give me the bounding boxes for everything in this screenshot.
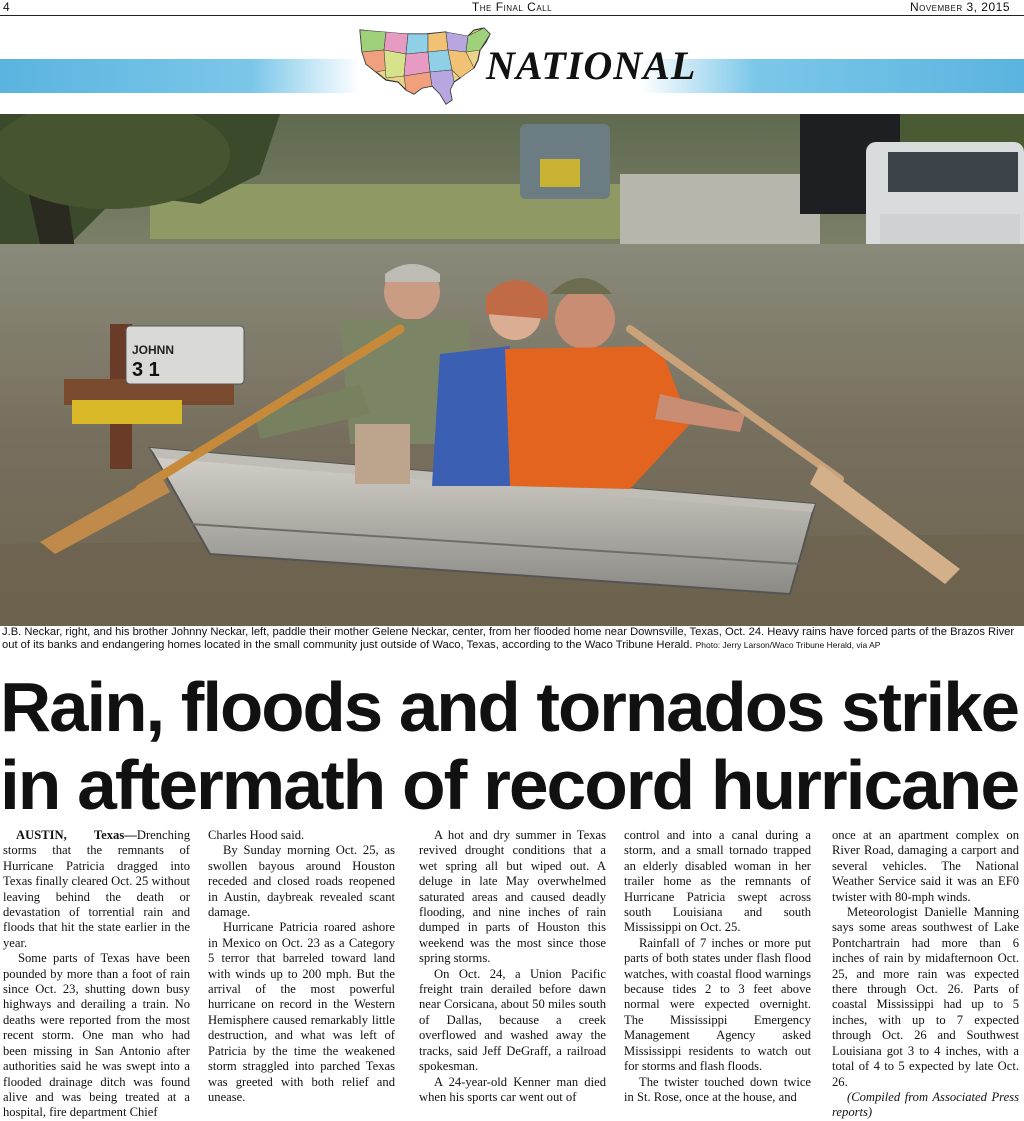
article-body xyxy=(3,828,1023,1120)
article-paragraph: On Oct. 24, a Union Pacific freight train derailed before dawn near Corsicana, about 50 miles south of Dallas, because a creek overflowed and washed away the tracks, said Jeff DeGraff, a railroad spokesman. xyxy=(419,966,606,1074)
page-number: 4 xyxy=(3,0,10,14)
issue-date: November 3, 2015 xyxy=(909,0,1010,14)
headline xyxy=(0,668,1024,824)
article-paragraph: Rainfall of 7 inches or more put parts of both states under flash flood watches, with coastal flood warnings because tides 2 to 3 feet above normal were expected overnight. The Mississippi Emergency Management Agency asked Mississippi residents to watch out for storms and flash floods. xyxy=(624,935,811,1074)
banner-bar-left xyxy=(0,59,360,93)
article-paragraph: By Sunday morning Oct. 25, as swollen bayous around Houston receded and closed roads reopened in Austin, daybreak revealed scant damage. xyxy=(208,843,395,920)
dateline: AUSTIN, Texas— xyxy=(16,828,137,842)
banner-bar-right xyxy=(640,59,1024,93)
paragraph-text: Drenching storms that the remnants of Hurricane Patricia dragged into Texas finally cleared Oct. 25 without leaving behind the death or devastation of torrential rain and floods that hit the state earlier in the year. xyxy=(3,828,190,950)
section-banner xyxy=(0,16,1024,114)
folio-line xyxy=(0,0,1024,14)
article-paragraph: control and into a canal during a storm, and a small tornado trapped an elderly disabled woman in her trailer home as the remnants of Hurricane Patricia swept across south Louisiana and south Mississippi on Oct. 25. xyxy=(624,828,811,935)
article-column-4 xyxy=(624,828,811,1105)
flood-photo-illustration xyxy=(0,114,1024,626)
article-paragraph: A 24-year-old Kenner man died when his sports car went out of xyxy=(419,1074,606,1104)
article-paragraph: Meteorologist Danielle Manning says some areas southwest of Lake Pontchartrain had more than 6 inches of rain by midafternoon Oct. 25, and more rain was expected there through Oct. 26. Parts of coastal Mississippi had up to 5 inches, with up to 7 expected through Oct. 26 and Southwest Louisiana got 3 to 4 inches, with a total of 4 to 5 expected by late Oct. 26. xyxy=(832,905,1019,1089)
article-paragraph xyxy=(3,828,190,951)
article-paragraph: Hurricane Patricia roared ashore in Mexico on Oct. 23 as a Category 5 terror that barreled toward land with winds up to 200 mph. But the arrival of the most powerful hurricane on record in the Western Hemisphere caused remarkably little destruction, and what was left of Patricia by the time the weakened storm straggled into parched Texas was greeted with both relief and unease. xyxy=(208,920,395,1104)
article-column-5 xyxy=(832,828,1019,1121)
publication-name: The Final Call xyxy=(471,0,553,14)
headline-line-1: Rain, floods and tornados strike xyxy=(0,668,1018,746)
mailbox-name-label: JOHNN xyxy=(132,343,175,357)
article-column-1 xyxy=(3,828,190,1121)
section-title: NATIONAL xyxy=(486,43,697,88)
caption-text: J.B. Neckar, right, and his brother Johnny Neckar, left, paddle their mother Gelene Neckar, center, from her flooded home near Downsville, Texas, Oct. 24. Heavy rains have forced parts of the Brazos River out of its banks and endangering homes located in the small community just outside of Waco, Texas, according to the Waco Tribune Herald. xyxy=(2,626,1015,651)
us-map-icon xyxy=(356,20,496,108)
flood-photo xyxy=(0,114,1024,626)
photo-caption xyxy=(2,626,1022,652)
article-paragraph: Charles Hood said. xyxy=(208,828,305,842)
headline-line-2: in aftermath of record hurricane xyxy=(0,746,1018,824)
article-paragraph: A hot and dry summer in Texas revived drought conditions that a wet spring all but wiped out. A deluge in late May overwhelmed saturated areas and caused deadly flooding, and nine inches of rain dumped in parts of Houston this weekend was the most since those spring storms. xyxy=(419,828,606,966)
compiled-note: (Compiled from Associated Press reports) xyxy=(832,1089,1019,1120)
article-paragraph: Some parts of Texas have been pounded by more than a foot of rain since Oct. 23, shutting down busy highways and derailing a train. No deaths were reported from the most recent storm. One man who had been missing in San Antonio after authorities said he was swept into a flooded drainage ditch was found alive and was being treated at a hospital, fire department Chief xyxy=(3,951,190,1120)
article-column-3 xyxy=(419,828,606,1105)
mailbox-number-label: 3 1 xyxy=(132,359,160,381)
article-paragraph: The twister touched down twice in St. Rose, once at the house, and xyxy=(624,1074,811,1104)
photo-credit: Photo: Jerry Larson/Waco Tribune Herald, via AP xyxy=(695,640,881,650)
article-paragraph: once at an apartment complex on River Road, damaging a carport and several vehicles. The National Weather Service said it was an EF0 twister with 80-mph winds. xyxy=(832,828,1019,904)
article-column-2 xyxy=(208,828,395,1105)
